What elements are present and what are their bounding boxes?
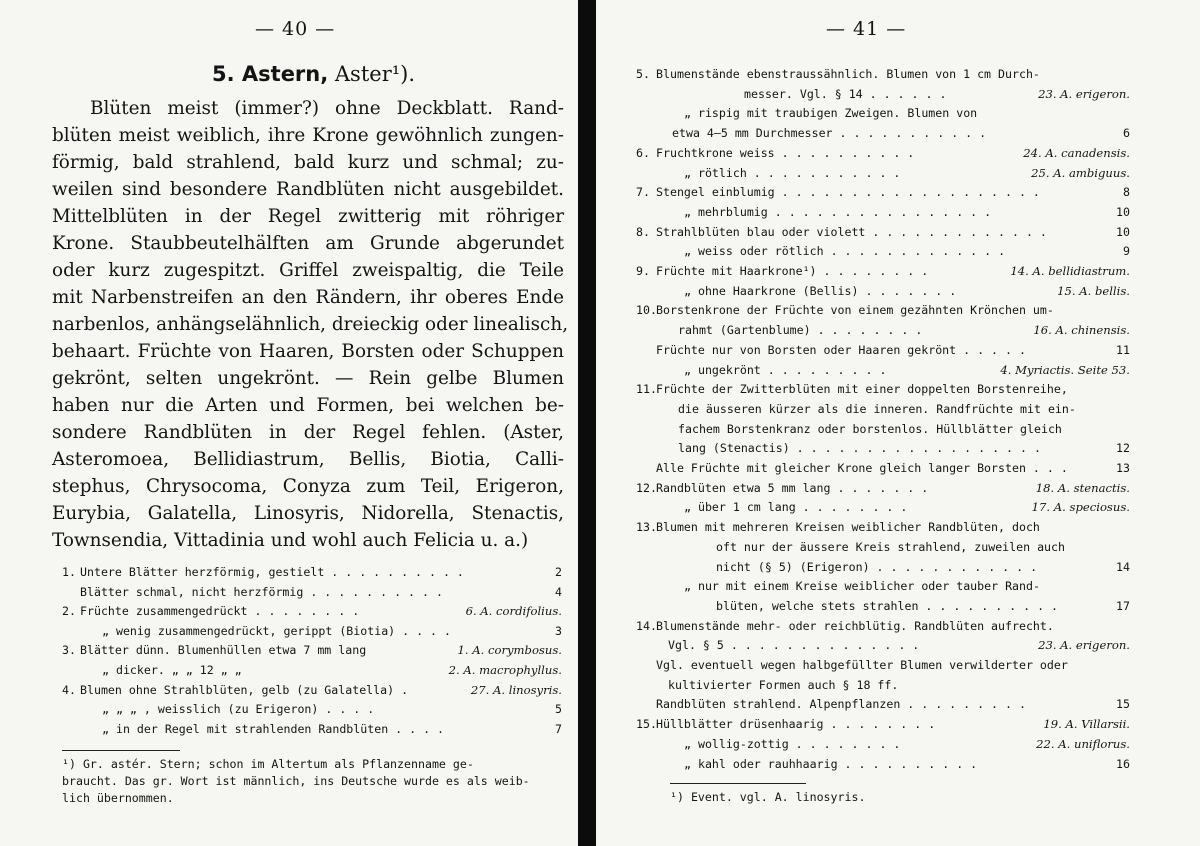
key-row: [62, 662, 562, 679]
key-reference: 17. A. speciosus.: [1031, 500, 1130, 515]
key-text: rahmt (Gartenblume) . . . . . . . .: [678, 323, 923, 338]
body-line: sondere Randblüten in der Regel fehlen. (Aster,: [52, 422, 564, 443]
page-number-right: — 41 —: [826, 18, 907, 40]
key-reference: 4. Myriactis. Seite 53.: [1000, 362, 1130, 377]
key-number: 1.: [62, 565, 76, 579]
key-row: [636, 736, 1130, 753]
key-row: [636, 66, 1130, 83]
key-text: Früchte mit Haarkrone¹) . . . . . . . .: [656, 264, 929, 278]
key-number: 15.: [636, 717, 657, 732]
key-row: [636, 519, 1130, 536]
body-line: narbenlos, anhängselähnlich, dreieckig oder linealisch,: [52, 314, 569, 335]
key-row: [636, 539, 1130, 556]
heading-latin: Aster¹).: [328, 62, 416, 86]
key-reference: 14. A. bellidiastrum.: [1010, 264, 1130, 278]
key-row: [636, 598, 1130, 615]
key-row: [636, 263, 1130, 280]
key-text: „ nur mit einem Kreise weiblicher oder tauber Rand-: [684, 579, 1040, 594]
key-row: [636, 283, 1130, 300]
key-text: kultivierter Formen auch § 18 ff.: [668, 677, 899, 692]
key-text: etwa 4—5 mm Durchmesser . . . . . . . . . . .: [672, 126, 987, 141]
key-text: „ in der Regel mit strahlenden Randblüten . . . .: [102, 721, 445, 736]
key-row: [636, 302, 1130, 319]
key-reference: 27. A. linosyris.: [470, 682, 562, 697]
key-reference: 14: [1116, 559, 1130, 574]
key-reference: 11: [1116, 342, 1130, 357]
key-text: Borstenkrone der Früchte von einem gezähnten Krönchen um-: [656, 303, 1054, 318]
key-reference: 25. A. ambiguus.: [1031, 165, 1130, 180]
key-row: [636, 224, 1130, 241]
body-line: weilen sind besondere Randblüten nicht ausgebildet.: [52, 179, 564, 200]
footnote-line: ¹) Event. vgl. A. linosyris.: [670, 790, 866, 804]
key-text: fachem Borstenkranz oder borstenlos. Hüllblätter gleich: [678, 421, 1062, 436]
key-reference: 19. A. Villarsii.: [1043, 717, 1130, 732]
key-text: Alle Früchte mit gleicher Krone gleich langer Borsten . . .: [656, 461, 1068, 475]
body-line: stephus, Chrysocoma, Conyza zum Teil, Erigeron,: [52, 476, 564, 497]
key-reference: 15: [1116, 697, 1130, 712]
key-number: 6.: [636, 145, 650, 160]
key-row: [62, 603, 562, 620]
key-text: „ ungekrönt . . . . . . . . .: [684, 362, 887, 377]
key-row: [636, 421, 1130, 438]
key-text: oft nur der äussere Kreis strahlend, zuweilen auch: [716, 539, 1066, 554]
key-row: [636, 204, 1130, 221]
footnote-line: ¹) Gr. astér. Stern; schon im Altertum als Pflanzenname ge-: [62, 757, 474, 771]
key-row: [636, 243, 1130, 260]
page-number-left: — 40 —: [255, 18, 336, 40]
heading-title: 5. Astern,: [212, 62, 329, 86]
key-text: Blumenstände mehr- oder reichblütig. Randblüten aufrecht.: [656, 618, 1054, 633]
key-text: Randblüten strahlend. Alpenpflanzen . . . . . . . . .: [656, 697, 1026, 712]
key-row: [62, 584, 562, 601]
footnote-line: braucht. Das gr. Wort ist männlich, ins Deutsche wurde es als weib-: [62, 774, 530, 788]
key-row: [636, 145, 1130, 162]
key-reference: 24. A. canadensis.: [1023, 145, 1130, 160]
body-line: Blüten meist (immer?) ohne Deckblatt. Rand-: [90, 98, 564, 119]
key-row: [62, 721, 562, 738]
body-line: Krone. Staubbeutelhälften am Grunde abgerundet: [52, 233, 564, 254]
key-row: [636, 401, 1130, 418]
body-line: Townsendia, Vittadinia und wohl auch Felicia u. a.): [52, 530, 529, 551]
key-number: 11.: [636, 382, 657, 397]
key-text: nicht (§ 5) (Erigeron) . . . . . . . . . . . .: [716, 559, 1038, 574]
key-row: [62, 564, 562, 581]
key-row: [62, 623, 562, 640]
section-heading: [212, 62, 415, 86]
key-text: „ kahl oder rauhhaarig . . . . . . . . . .: [684, 756, 978, 771]
key-row: [636, 677, 1130, 694]
key-text: „ weiss oder rötlich . . . . . . . . . . . . .: [684, 244, 1006, 259]
key-number: 9.: [636, 264, 650, 278]
left-page: [0, 0, 578, 846]
key-reference: 2: [555, 565, 562, 579]
key-reference: 6. A. cordifolius.: [465, 604, 562, 619]
key-text: Randblüten etwa 5 mm lang . . . . . . .: [656, 480, 929, 495]
body-line: Eurybia, Galatella, Linosyris, Nidorella, Stenactis,: [52, 503, 564, 524]
key-text: die äusseren kürzer als die inneren. Randfrüchte mit ein-: [678, 401, 1076, 416]
key-row: [636, 499, 1130, 516]
key-reference: 5: [555, 702, 562, 717]
key-text: „ dicker. „ „ 12 „ „: [102, 663, 242, 677]
key-text: Hüllblätter drüsenhaarig . . . . . . . .: [656, 717, 936, 732]
key-row: [636, 480, 1130, 497]
key-reference: 6: [1123, 126, 1130, 141]
key-text: lang (Stenactis) . . . . . . . . . . . . . . . . . .: [678, 441, 1041, 456]
key-reference: 12: [1116, 441, 1130, 456]
key-text: „ rispig mit traubigen Zweigen. Blumen von: [684, 106, 978, 121]
key-number: 4.: [62, 682, 76, 697]
key-text: „ „ „ , weisslich (zu Erigeron) . . . .: [102, 702, 375, 717]
key-reference: 23. A. erigeron.: [1038, 638, 1130, 653]
key-text: Untere Blätter herzförmig, gestielt . . . . . . . . . .: [80, 565, 464, 579]
footnote-line: lich übernommen.: [62, 791, 174, 805]
body-line: gekrönt, selten ungekrönt. — Rein gelbe Blumen: [52, 368, 564, 389]
body-line: behaart. Früchte von Haaren, Borsten oder Schuppen: [52, 341, 564, 362]
key-number: 3.: [62, 643, 76, 658]
key-number: 13.: [636, 520, 657, 535]
key-number: 10.: [636, 303, 657, 318]
key-row: [636, 716, 1130, 733]
right-page: [596, 0, 1200, 846]
key-reference: 4: [555, 584, 562, 599]
body-line: Asteromoea, Bellidiastrum, Bellis, Biotia, Calli-: [52, 449, 564, 470]
key-number: 14.: [636, 618, 657, 633]
key-reference: 9: [1123, 244, 1130, 259]
key-text: Vgl. § 5 . . . . . . . . . . . . . .: [668, 638, 920, 653]
key-text: messer. Vgl. § 14 . . . . . .: [744, 86, 947, 101]
footnote-rule: [62, 750, 180, 751]
body-line: mit Narbenstreifen an den Rändern, ihr oberes Ende: [52, 287, 564, 308]
key-reference: 13: [1116, 461, 1130, 475]
key-row: [636, 559, 1130, 576]
key-text: Blumen ohne Strahlblüten, gelb (zu Galatella) .: [80, 682, 409, 697]
key-reference: 7: [555, 721, 562, 736]
key-row: [636, 756, 1130, 773]
key-text: Früchte nur von Borsten oder Haaren gekrönt . . . . .: [656, 342, 1026, 357]
key-row: [636, 440, 1130, 457]
key-text: Strahlblüten blau oder violett . . . . . . . . . . . . .: [656, 224, 1047, 239]
body-line: förmig, bald strahlend, bald kurz und schmal; zu-: [52, 152, 564, 173]
key-number: 5.: [636, 67, 650, 81]
key-reference: 3: [555, 623, 562, 638]
key-row: [636, 578, 1130, 595]
key-text: Stengel einblumig . . . . . . . . . . . . . . . . . . .: [656, 185, 1040, 200]
key-text: „ wollig-zottig . . . . . . . .: [684, 736, 901, 751]
key-number: 8.: [636, 224, 650, 239]
key-reference: 16: [1116, 756, 1130, 771]
key-row: [62, 682, 562, 699]
body-line: haben nur die Arten und Formen, bei welchen be-: [52, 395, 564, 416]
key-reference: 8: [1123, 185, 1130, 200]
key-reference: 17: [1116, 598, 1130, 613]
key-reference: 1. A. corymbosus.: [457, 643, 562, 658]
key-text: Blumen mit mehreren Kreisen weiblicher Randblüten, doch: [656, 520, 1040, 535]
key-row: [62, 701, 562, 718]
key-row: [636, 637, 1130, 654]
key-text: Blätter schmal, nicht herzförmig . . . . . . . . . .: [80, 584, 443, 599]
key-row: [636, 184, 1130, 201]
key-number: 12.: [636, 480, 657, 495]
key-row: [636, 618, 1130, 635]
key-text: Früchte der Zwitterblüten mit einer doppelten Borstenreihe,: [656, 382, 1068, 397]
key-row: [636, 322, 1130, 339]
key-reference: 22. A. uniflorus.: [1036, 736, 1130, 751]
key-reference: 18. A. stenactis.: [1035, 480, 1130, 495]
key-text: Fruchtkrone weiss . . . . . . . . . .: [656, 145, 915, 160]
key-text: „ mehrblumig . . . . . . . . . . . . . . . .: [684, 204, 992, 219]
key-reference: 15. A. bellis.: [1057, 283, 1130, 298]
key-text: „ über 1 cm lang . . . . . . . .: [684, 500, 908, 515]
key-reference: 23. A. erigeron.: [1038, 86, 1130, 101]
key-text: „ wenig zusammengedrückt, gerippt (Biotia) . . . .: [102, 623, 452, 638]
book-gutter: [578, 0, 596, 846]
key-text: Blätter dünn. Blumenhüllen etwa 7 mm lang: [80, 643, 367, 658]
key-number: 2.: [62, 604, 76, 619]
body-line: blüten meist weiblich, ihre Krone gewöhnlich zungen-: [52, 125, 564, 146]
key-reference: 10: [1116, 204, 1130, 219]
key-row: [636, 657, 1130, 674]
key-row: [62, 642, 562, 659]
key-reference: 2. A. macrophyllus.: [448, 663, 562, 677]
key-reference: 10: [1116, 224, 1130, 239]
key-row: [636, 342, 1130, 359]
footnote-rule-right: [670, 783, 806, 784]
key-row: [636, 105, 1130, 122]
body-line: oder kurz zugespitzt. Griffel zweispaltig, die Teile: [52, 260, 564, 281]
key-row: [636, 381, 1130, 398]
key-reference: 16. A. chinensis.: [1033, 323, 1130, 338]
key-number: 7.: [636, 185, 650, 200]
key-row: [636, 125, 1130, 142]
key-row: [636, 460, 1130, 477]
key-text: „ rötlich . . . . . . . . . . .: [684, 165, 901, 180]
key-text: Früchte zusammengedrückt . . . . . . . .: [80, 604, 360, 619]
key-text: Blumenstände ebenstraussähnlich. Blumen von 1 cm Durch-: [656, 67, 1040, 81]
key-text: Vgl. eventuell wegen halbgefüllter Blumen verwilderter oder: [656, 658, 1068, 672]
key-text: blüten, welche stets strahlen . . . . . . . . . .: [716, 598, 1059, 613]
key-row: [636, 165, 1130, 182]
footnote-right: [670, 789, 865, 806]
key-row: [636, 696, 1130, 713]
body-line: Mittelblüten in der Regel zwitterig mit röhriger: [52, 206, 564, 227]
key-row: [636, 86, 1130, 103]
key-text: „ ohne Haarkrone (Bellis) . . . . . . .: [684, 283, 957, 298]
key-row: [636, 362, 1130, 379]
footnote-left: [62, 756, 530, 807]
